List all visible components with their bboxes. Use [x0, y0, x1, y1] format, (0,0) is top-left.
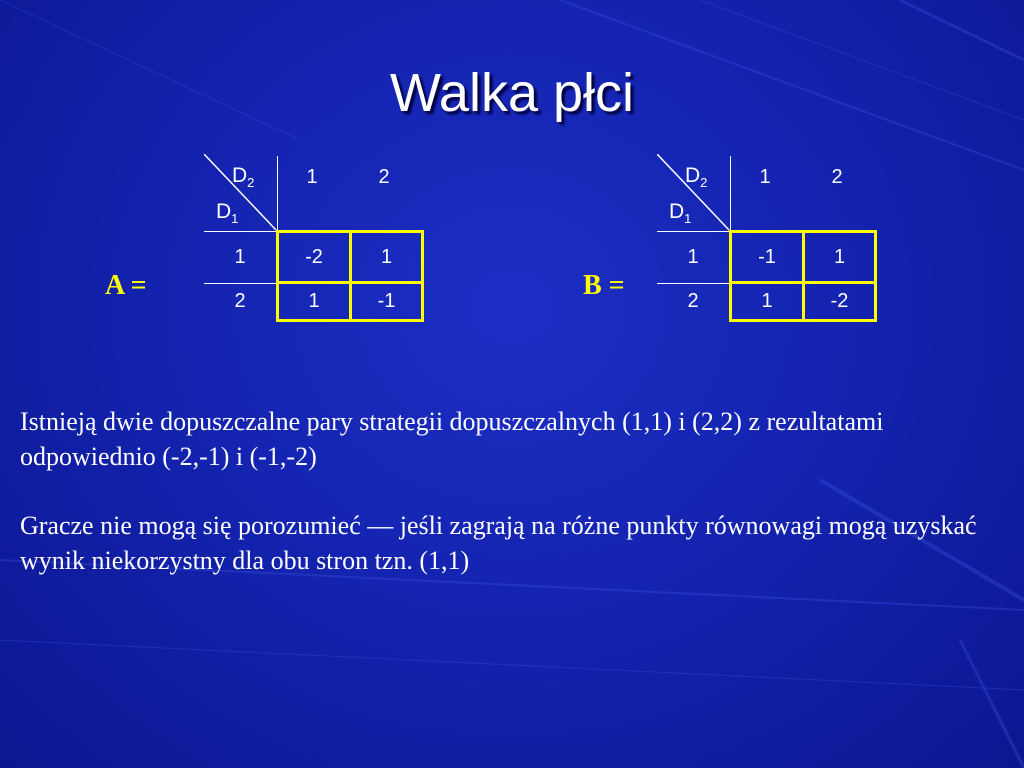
matrix-a-cell-1-2: 1	[380, 246, 393, 268]
matrix-b-row-header-2: 2	[687, 290, 699, 312]
matrix-b-col-header-2: 2	[831, 166, 843, 188]
matrix-a-header-divider-v	[277, 156, 278, 232]
matrix-b	[553, 150, 873, 330]
matrix-b-row-divider	[657, 283, 731, 284]
slide-title: Walka płci	[389, 63, 635, 123]
matrix-b-cell-2-1: 1	[761, 290, 773, 312]
matrix-b-corner-left: $D_1$	[669, 200, 692, 227]
matrix-a-corner-left: $D_1$	[216, 200, 239, 227]
matrix-b-header-divider-h	[657, 231, 731, 232]
matrix-b-label: B =	[583, 270, 625, 301]
matrix-a-row-header-2: 2	[234, 290, 246, 312]
matrix-a-corner-top: $D_2$	[232, 164, 255, 191]
matrix-b-cell-2-2: -2	[830, 290, 849, 312]
matrix-a-label: A =	[105, 270, 147, 301]
matrix-a-row-divider	[204, 283, 278, 284]
matrix-b-col-header-1: 1	[759, 166, 771, 188]
matrix-b-row-header-1: 1	[687, 246, 699, 268]
paragraph-1: Istnieją dwie dopuszczalne pary strategii dopuszczalnych (1,1) i (2,2) z rezultatami odpowiednio (-2,-1) i (-1,-2)	[20, 407, 884, 471]
matrix-a-cell-1-1: -2	[305, 246, 323, 268]
matrix-a-col-header-1: 1	[306, 166, 318, 188]
paragraph-2: Gracze nie mogą się porozumieć — jeśli zagrają na różne punkty równowagi mogą uzyskać wynik niekorzystny dla obu stron tzn. (1,1)	[20, 511, 977, 575]
matrix-a-cell-2-1: 1	[308, 290, 320, 312]
matrix-a-col-header-2: 2	[378, 166, 390, 188]
matrix-b-grid-right	[874, 230, 877, 322]
matrix-b-cell-1-1: -1	[758, 246, 776, 268]
matrix-b-header-divider-v	[730, 156, 731, 232]
matrix-a-header-divider-h	[204, 231, 278, 232]
matrix-a	[100, 150, 420, 330]
matrix-a-row-header-1: 1	[234, 246, 246, 268]
matrix-b-corner-top: $D_2$	[685, 164, 708, 191]
matrix-a-cell-2-2: -1	[377, 290, 396, 312]
matrix-b-cell-1-2: 1	[833, 246, 846, 268]
matrix-a-grid-right	[421, 230, 424, 322]
